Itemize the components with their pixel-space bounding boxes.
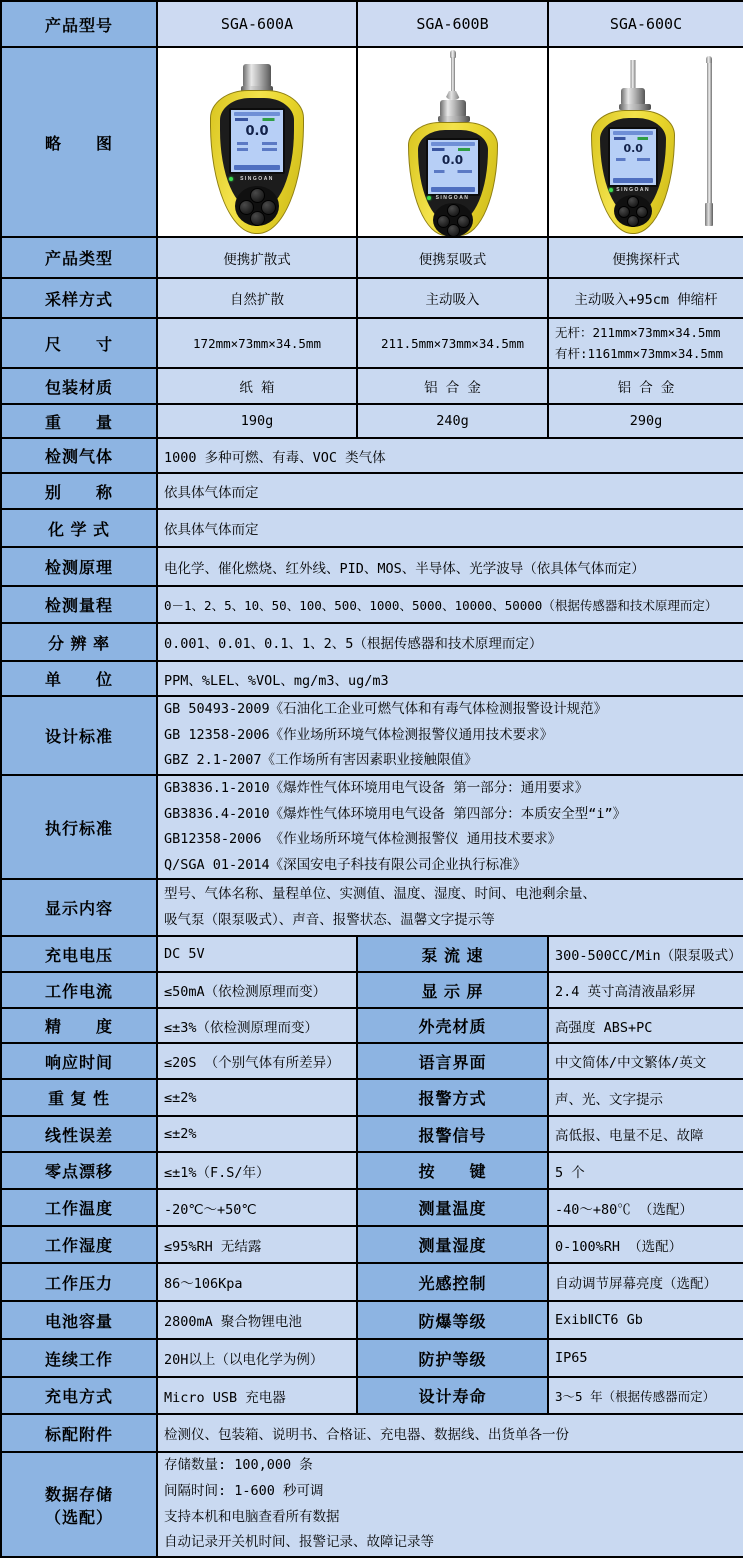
device-button xyxy=(250,211,265,226)
range-label: 检测量程 xyxy=(1,586,157,623)
telescopic-rod-base xyxy=(705,203,713,226)
button-cluster xyxy=(614,195,652,227)
exec-standard-label: 执行标准 xyxy=(1,775,157,880)
brand-label: SINGOAN xyxy=(616,187,651,193)
screen-row xyxy=(616,158,650,161)
row-repeatability xyxy=(1,1079,743,1116)
design-standard-line2: GB 12358-2006《作业场所环境气体检测报警仪通用技术要求》 xyxy=(164,726,554,743)
device-button xyxy=(627,196,639,208)
resolution-value: 0.001、0.01、0.1、1、2、5（根据传感器和技术原理而定） xyxy=(157,623,743,661)
probe-rod-icon xyxy=(451,57,455,91)
data-storage-line2: 间隔时间: 1-600 秒可调 xyxy=(164,1483,324,1500)
device-image-sga-600c xyxy=(548,47,743,237)
working-current-label: 工作电流 xyxy=(1,972,157,1008)
working-current-value: ≤50mA（依检测原理而变） xyxy=(157,972,357,1008)
row-weight xyxy=(1,404,743,438)
row-working-humidity xyxy=(1,1226,743,1263)
gases-label: 检测气体 xyxy=(1,438,157,473)
shell-material-value: 高强度 ABS+PC xyxy=(548,1008,743,1043)
protection-grade-label: 防护等级 xyxy=(357,1339,548,1377)
buttons-label: 按 键 xyxy=(357,1152,548,1189)
working-temperature-value: -20℃～+50℃ xyxy=(157,1189,357,1226)
display-content-label: 显示内容 xyxy=(1,879,157,936)
battery-capacity-label: 电池容量 xyxy=(1,1301,157,1339)
principle-value: 电化学、催化燃烧、红外线、PID、MOS、半导体、光学波导（依具体气体而定） xyxy=(157,547,743,586)
battery-capacity-value: 2800mA 聚合物锂电池 xyxy=(157,1301,357,1339)
screen-reading: 0.0 xyxy=(623,142,643,155)
data-storage-line4: 自动记录开关机时间、报警记录、故障记录等 xyxy=(164,1534,434,1551)
charge-voltage-value: DC 5V xyxy=(157,936,357,972)
unit-label: 单 位 xyxy=(1,661,157,696)
row-sketch xyxy=(1,47,743,237)
device-body xyxy=(210,90,304,234)
device-body xyxy=(591,110,675,234)
screen-row xyxy=(434,170,472,173)
device-a xyxy=(207,48,307,236)
design-standard-value xyxy=(157,696,743,775)
charging-method-label: 充电方式 xyxy=(1,1377,157,1414)
linearity-error-value: ≤±2% xyxy=(157,1116,357,1152)
accuracy-value: ≤±3%（依检测原理而变） xyxy=(157,1008,357,1043)
display-screen-value: 2.4 英寸高清液晶彩屏 xyxy=(548,972,743,1008)
row-unit xyxy=(1,661,743,696)
sensor-cap-icon xyxy=(440,100,466,118)
device-image-sga-600b xyxy=(357,47,548,237)
row-display-content xyxy=(1,879,743,936)
size-c-line1: 无杆：211mm×73mm×34.5mm xyxy=(555,324,721,340)
device-c xyxy=(583,48,683,236)
repeatability-value: ≤±2% xyxy=(157,1079,357,1116)
design-standard-line3: GBZ 2.1-2007《工作场所有害因素职业接触限值》 xyxy=(164,752,478,769)
size-b: 211.5mm×73mm×34.5mm xyxy=(357,318,548,368)
exec-standard-value xyxy=(157,775,743,880)
design-life-value: 3～5 年（根据传感器而定） xyxy=(548,1377,743,1414)
light-control-value: 自动调节屏幕亮度（选配） xyxy=(548,1263,743,1301)
brand-label: SINGOAN xyxy=(240,176,274,182)
device-panel xyxy=(220,98,294,210)
device-screen xyxy=(426,138,480,196)
row-model xyxy=(1,1,743,47)
probe-rod-icon xyxy=(631,60,636,88)
sampling-a: 自然扩散 xyxy=(157,278,357,318)
row-range xyxy=(1,586,743,623)
model-name-sga-600c: SGA-600C xyxy=(548,1,743,47)
screen-titlebar xyxy=(431,142,475,146)
data-storage-line1: 存储数量: 100,000 条 xyxy=(164,1457,313,1474)
row-charge-voltage xyxy=(1,936,743,972)
pump-flow-value: 300-500CC/Min（限泵吸式） xyxy=(548,936,743,972)
exec-standard-line1: GB3836.1-2010《爆炸性气体环境用电气设备 第一部分：通用要求》 xyxy=(164,779,589,796)
language-ui-value: 中文简体/中文繁体/英文 xyxy=(548,1043,743,1079)
screen-row xyxy=(237,148,277,151)
working-temperature-label: 工作温度 xyxy=(1,1189,157,1226)
telescopic-rod-icon xyxy=(706,56,712,226)
product-type-c: 便携探杆式 xyxy=(548,237,743,278)
size-label: 尺 寸 xyxy=(1,318,157,368)
model-name-sga-600b: SGA-600B xyxy=(357,1,548,47)
weight-c: 290g xyxy=(548,404,743,438)
buttons-value: 5 个 xyxy=(548,1152,743,1189)
device-b xyxy=(403,48,503,236)
linearity-error-label: 线性误差 xyxy=(1,1116,157,1152)
device-screen xyxy=(229,108,285,174)
sensor-cap-icon xyxy=(621,88,645,106)
row-linearity-error xyxy=(1,1116,743,1152)
size-a: 172mm×73mm×34.5mm xyxy=(157,318,357,368)
data-storage-line3: 支持本机和电脑查看所有数据 xyxy=(164,1508,340,1525)
screen-footer xyxy=(234,165,280,170)
row-sampling xyxy=(1,278,743,318)
charge-voltage-label: 充电电压 xyxy=(1,936,157,972)
pump-flow-label: 泵 流 速 xyxy=(357,936,548,972)
alarm-mode-label: 报警方式 xyxy=(357,1079,548,1116)
measure-temperature-value: -40～+80℃ （选配） xyxy=(548,1189,743,1226)
brand-label: SINGOAN xyxy=(435,195,470,201)
accessories-label: 标配附件 xyxy=(1,1414,157,1452)
product-type-b: 便携泵吸式 xyxy=(357,237,548,278)
working-pressure-value: 86～106Kpa xyxy=(157,1263,357,1301)
screen-statusbar xyxy=(235,118,279,121)
display-content-value xyxy=(157,879,743,936)
exec-standard-line2: GB3836.4-2010《爆炸性气体环境用电气设备 第四部分：本质安全型“i”》 xyxy=(164,805,627,822)
display-content-line2: 吸气泵（限泵吸式）、声音、报警状态、温馨文字提示等 xyxy=(164,911,495,928)
alarm-mode-value: 声、光、文字提示 xyxy=(548,1079,743,1116)
alarm-signal-value: 高低报、电量不足、故障 xyxy=(548,1116,743,1152)
product-type-label: 产品类型 xyxy=(1,237,157,278)
continuous-work-value: 20H以上（以电化学为例） xyxy=(157,1339,357,1377)
alarm-signal-label: 报警信号 xyxy=(357,1116,548,1152)
shell-material-label: 外壳材质 xyxy=(357,1008,548,1043)
row-principle xyxy=(1,547,743,586)
size-c-line2: 有杆:1161mm×73mm×34.5mm xyxy=(555,346,723,361)
button-cluster xyxy=(235,186,279,226)
screen-footer xyxy=(613,178,653,183)
sampling-c: 主动吸入+95cm 伸缩杆 xyxy=(548,278,743,318)
row-resolution xyxy=(1,623,743,661)
device-panel xyxy=(600,118,666,216)
device-button xyxy=(447,204,460,217)
row-exec-standard xyxy=(1,775,743,880)
data-storage-label xyxy=(1,1452,157,1557)
working-humidity-value: ≤95%RH 无结露 xyxy=(157,1226,357,1263)
probe-flare-icon xyxy=(445,91,461,100)
continuous-work-label: 连续工作 xyxy=(1,1339,157,1377)
alias-label: 别 称 xyxy=(1,473,157,509)
row-accuracy xyxy=(1,1008,743,1043)
row-product-type xyxy=(1,237,743,278)
protection-grade-value: IP65 xyxy=(548,1339,743,1377)
working-pressure-label: 工作压力 xyxy=(1,1263,157,1301)
telescopic-rod-shaft xyxy=(707,63,712,203)
measure-humidity-value: 0-100%RH （选配） xyxy=(548,1226,743,1263)
data-storage-label-line2: （选配） xyxy=(44,1509,113,1527)
sensor-cap-icon xyxy=(243,64,271,88)
size-c xyxy=(548,318,743,368)
row-battery-capacity xyxy=(1,1301,743,1339)
row-data-storage xyxy=(1,1452,743,1557)
button-cluster xyxy=(433,203,473,237)
weight-b: 240g xyxy=(357,404,548,438)
row-charging-method xyxy=(1,1377,743,1414)
response-time-label: 响应时间 xyxy=(1,1043,157,1079)
product-type-a: 便携扩散式 xyxy=(157,237,357,278)
resolution-label: 分 辨 率 xyxy=(1,623,157,661)
light-control-label: 光感控制 xyxy=(357,1263,548,1301)
sampling-b: 主动吸入 xyxy=(357,278,548,318)
device-image-sga-600a xyxy=(157,47,357,237)
row-working-pressure xyxy=(1,1263,743,1301)
screen-titlebar xyxy=(613,131,653,135)
range-value: 0－1、2、5、10、50、100、500、1000、5000、10000、50000（根据传感器和技术原理而定） xyxy=(157,586,743,623)
model-name-sga-600a: SGA-600A xyxy=(157,1,357,47)
row-continuous-work xyxy=(1,1339,743,1377)
data-storage-value xyxy=(157,1452,743,1557)
measure-humidity-label: 测量湿度 xyxy=(357,1226,548,1263)
device-body xyxy=(408,122,498,236)
data-storage-label-line1: 数据存储 xyxy=(44,1486,113,1504)
accessories-value: 检测仪、包装箱、说明书、合格证、充电器、数据线、出货单各一份 xyxy=(157,1414,743,1452)
display-screen-label: 显 示 屏 xyxy=(357,972,548,1008)
language-ui-label: 语言界面 xyxy=(357,1043,548,1079)
exec-standard-line3: GB12358-2006 《作业场所环境气体检测报警仪 通用技术要求》 xyxy=(164,831,562,848)
working-humidity-label: 工作湿度 xyxy=(1,1226,157,1263)
principle-label: 检测原理 xyxy=(1,547,157,586)
packaging-b: 铝 合 金 xyxy=(357,368,548,404)
display-content-line1: 型号、气体名称、量程单位、实测值、温度、湿度、时间、电池剩余量、 xyxy=(164,886,596,903)
explosion-proof-grade-label: 防爆等级 xyxy=(357,1301,548,1339)
repeatability-label: 重 复 性 xyxy=(1,1079,157,1116)
device-panel xyxy=(418,130,488,222)
device-screen xyxy=(608,127,658,187)
device-button xyxy=(447,224,460,237)
screen-titlebar xyxy=(234,112,280,116)
screen-row xyxy=(237,142,277,145)
row-formula xyxy=(1,509,743,547)
sketch-row-label: 略 图 xyxy=(1,47,157,237)
row-working-temperature xyxy=(1,1189,743,1226)
sampling-label: 采样方式 xyxy=(1,278,157,318)
row-alias xyxy=(1,473,743,509)
screen-reading: 0.0 xyxy=(245,124,269,139)
row-gases xyxy=(1,438,743,473)
device-button xyxy=(636,206,648,218)
screen-reading: 0.0 xyxy=(441,153,464,167)
row-size xyxy=(1,318,743,368)
explosion-proof-grade-value: ExibⅡCT6 Gb xyxy=(548,1301,743,1339)
design-standard-line1: GB 50493-2009《石油化工企业可燃气体和有毒气体检测报警设计规范》 xyxy=(164,701,608,717)
charging-method-value: Micro USB 充电器 xyxy=(157,1377,357,1414)
accuracy-label: 精 度 xyxy=(1,1008,157,1043)
row-accessories xyxy=(1,1414,743,1452)
exec-standard-line4: Q/SGA 01-2014《深国安电子科技有限公司企业执行标准》 xyxy=(164,856,527,873)
measure-temperature-label: 测量温度 xyxy=(357,1189,548,1226)
formula-label: 化 学 式 xyxy=(1,509,157,547)
row-zero-drift xyxy=(1,1152,743,1189)
design-standard-label: 设计标准 xyxy=(1,696,157,775)
telescopic-rod-tip xyxy=(706,56,712,63)
screen-statusbar xyxy=(614,137,652,140)
formula-value: 依具体气体而定 xyxy=(157,509,743,547)
device-button xyxy=(627,215,639,227)
zero-drift-value: ≤±1%（F.S/年） xyxy=(157,1152,357,1189)
zero-drift-label: 零点漂移 xyxy=(1,1152,157,1189)
weight-a: 190g xyxy=(157,404,357,438)
row-response-time xyxy=(1,1043,743,1079)
response-time-value: ≤20S （个别气体有所差异） xyxy=(157,1043,357,1079)
row-design-standard xyxy=(1,696,743,775)
packaging-a: 纸 箱 xyxy=(157,368,357,404)
packaging-c: 铝 合 金 xyxy=(548,368,743,404)
design-life-label: 设计寿命 xyxy=(357,1377,548,1414)
screen-footer xyxy=(431,187,475,192)
row-packaging xyxy=(1,368,743,404)
gases-value: 1000 多种可燃、有毒、VOC 类气体 xyxy=(157,438,743,473)
row-working-current xyxy=(1,972,743,1008)
screen-statusbar xyxy=(432,148,474,151)
alias-value: 依具体气体而定 xyxy=(157,473,743,509)
packaging-label: 包装材质 xyxy=(1,368,157,404)
weight-label: 重 量 xyxy=(1,404,157,438)
unit-value: PPM、%LEL、%VOL、mg/m3、ug/m3 xyxy=(157,661,743,696)
model-row-label: 产品型号 xyxy=(1,1,157,47)
